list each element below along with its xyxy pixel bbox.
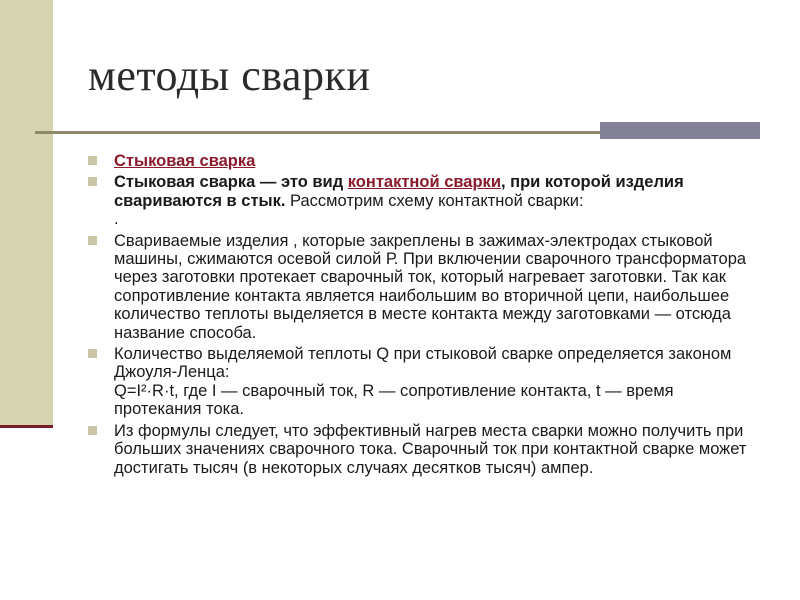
square-bullet-icon (88, 177, 97, 186)
square-bullet-icon (88, 156, 97, 165)
conclusion-text: Из формулы следует, что эффективный нагрев места сварки можно получить при больших значениях сварочного тока. Сварочный ток при контактной сварке может достигать тысяч (в некоторых случаях десятков тысяч) ампер. (114, 421, 747, 477)
title-accent-bar (600, 122, 760, 139)
slide-title: методы сварки (88, 51, 371, 100)
side-decor-rule (0, 425, 53, 428)
bullet-item-heading (88, 152, 763, 170)
bullet-list (88, 152, 763, 480)
side-decor-band (0, 0, 53, 425)
bullet-item-conclusion (88, 422, 763, 477)
contact-welding-link[interactable]: контактной сварки (347, 173, 501, 192)
square-bullet-icon (88, 349, 97, 358)
butt-welding-link[interactable]: Стыковая сварка (114, 152, 256, 170)
definition-normal-text: Рассмотрим схему контактной сварки: (285, 191, 584, 210)
process-text: Свариваемые изделия , которые закреплены в зажимах-электродах стыковой машины, сжимаются осевой силой Р. При включении сварочного трансформатора через заготовки протекает сварочный ток, который нагревает заготовки. Так как сопротивление контакта является наибольшим во вторичной цепи, наибольшее количество теплоты выделяется в месте контакта между заготовками — отсюда название способа. (114, 231, 747, 342)
bullet-item-formula (88, 345, 763, 419)
bullet-item-definition (88, 173, 763, 228)
definition-dot: . (114, 210, 119, 229)
square-bullet-icon (88, 236, 97, 245)
square-bullet-icon (88, 426, 97, 435)
title-underline (35, 131, 600, 134)
bullet-item-process (88, 232, 763, 342)
formula-intro-text: Количество выделяемой теплоты Q при стыковой сварке определяется законом Джоуля-Ленца: (114, 345, 732, 382)
formula-text: Q=I²·R·t, где I — сварочный ток, R — сопротивление контакта, t — время протекания тока. (114, 381, 674, 419)
definition-bold-start: Стыковая сварка — это вид (114, 173, 348, 192)
definition-bold-end: , при которой изделия свариваются в стык. (114, 173, 684, 210)
